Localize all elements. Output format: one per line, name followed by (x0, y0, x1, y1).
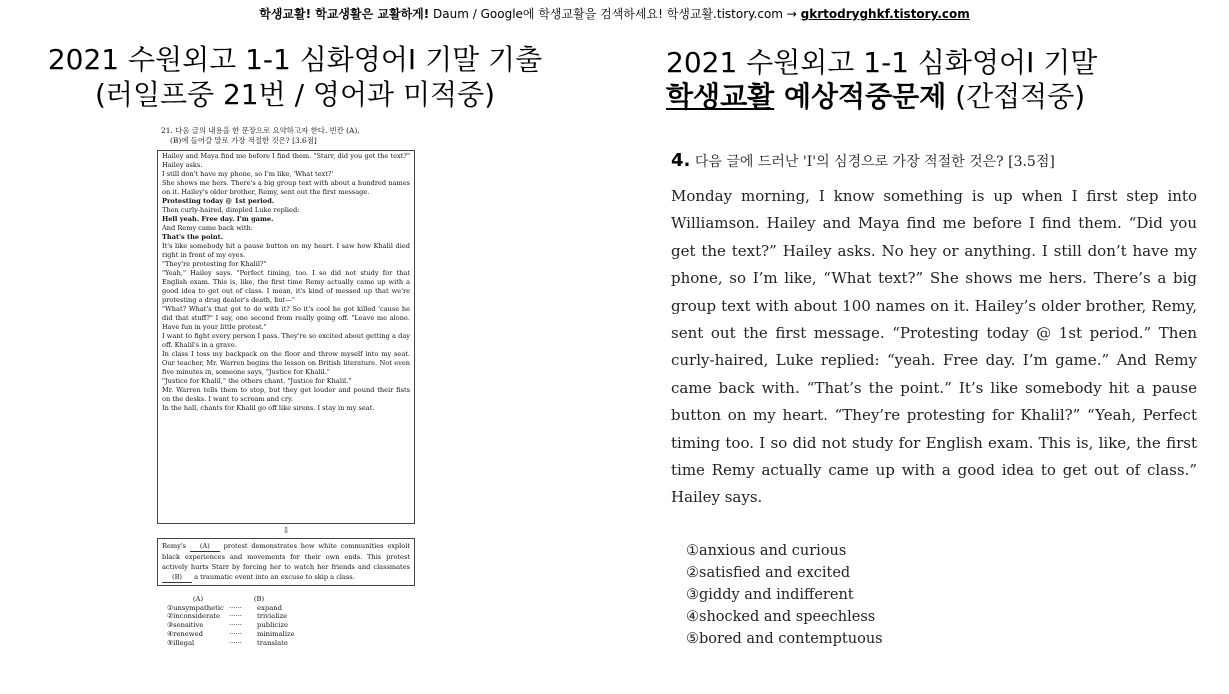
answer-choices (686, 540, 883, 650)
answer-choice-2: ②satisfied and excited (686, 565, 851, 581)
exam-passage-paragraph: That's the point. (162, 233, 224, 241)
banner-url-link[interactable]: gkrtodryghkf.tistory.com (800, 7, 970, 21)
exam-summary-box (157, 538, 415, 586)
option-dots: ······ (229, 603, 242, 612)
down-arrow-icon: ⇩ (282, 526, 290, 535)
exam-passage-paragraph: Protesting today @ 1st period. (162, 197, 275, 205)
left-title-line2: (러일프중 21번 / 영어과 미적중) (94, 78, 496, 111)
option-dots: ······ (229, 629, 242, 638)
answer-choice-1: ①anxious and curious (686, 543, 847, 559)
predicted-question-stem (671, 150, 1197, 171)
exam-option-1 (167, 604, 415, 613)
right-title-line1: 2021 수원외고 1-1 심화영어I 기말 (666, 46, 1098, 79)
indirect-hit-label: (간접적중) (946, 80, 1086, 113)
exam-question-line2: (B)에 들어갈 말로 가장 적절한 것은? [3.6점] (170, 136, 317, 145)
site-banner (0, 5, 1229, 22)
exam-passage-box (157, 150, 415, 524)
exam-options (167, 595, 415, 647)
answer-choice-3: ③giddy and indifferent (686, 587, 854, 603)
exam-passage-paragraph: "They're protesting for Khalil?" (162, 260, 267, 268)
exam-passage-paragraph: She shows me hers. There's a big group text with about a hundred names on it. Hailey's older brother, Remy, sent out the first message. (162, 179, 410, 196)
right-title (666, 46, 1186, 114)
summary-text: a traumatic event into an excuse to skip a class. (192, 573, 355, 581)
options-header (167, 595, 415, 604)
exam-passage-paragraph: "Justice for Khalil," the others chant. "Justice for Khalil." (162, 377, 352, 385)
option-a: ③sensitive (167, 621, 204, 630)
option-b: expand (257, 603, 282, 612)
question-number: 4. (671, 150, 691, 171)
exam-passage-paragraph: Then curly-haired, dimpled Luke replied: (162, 206, 300, 214)
exam-option-3 (167, 621, 415, 630)
summary-text: protest demonstrates how white communities exploit black experiences and movements for their own ends. This protest actively hurts Starr by forcing her to watch her friends and classmates (162, 542, 410, 571)
options-header-a: (A) (192, 595, 204, 603)
exam-passage-paragraph: Hailey and Maya find me before I find them. "Starr, did you get the text?" Hailey asks. (162, 152, 410, 169)
summary-text: Remy's (162, 542, 190, 550)
left-title-line1: 2021 수원외고 1-1 심화영어I 기말 기출 (47, 43, 543, 76)
exam-passage-paragraph: Hell yeah. Free day. I'm game. (162, 215, 274, 223)
exam-option-2 (167, 612, 415, 621)
exam-passage-paragraph: I want to fight every person I pass. They're so excited about getting a day off. Khalil's in a grave. (162, 332, 410, 349)
option-dots: ······ (229, 621, 242, 630)
exam-option-4 (167, 630, 415, 639)
option-a: ⑤illegal (167, 638, 195, 647)
blank-a: (A) (190, 541, 220, 552)
exam-passage-paragraph: It's like somebody hit a pause button on my heart. I saw how Khalil died right in front of my eyes. (162, 242, 410, 259)
left-title (0, 42, 590, 112)
predicted-passage: Monday morning, I know something is up when I first step into Williamson. Hailey and Maya find me before I find them. “Did you get the text?” Hailey asks. No hey or anything. I still don’t have my phone, so I’m like, “What text?” She shows me hers. There’s a big group text with about 100 names on it. Hailey’s older brother, Remy, sent out the first message. “Protesting today @ 1st period.” Then curly-haired, Luke replied: “yeah. Free day. I’m game.” And Remy came back with. “That’s the point.” It’s like somebody hit a pause button on my heart. “They’re protesting for Khalil?” “Yeah, Perfect timing too. I so did not study for English exam. This is, like, the first time Remy actually came up with a good idea to get out of class.” Hailey says. (671, 187, 1197, 507)
scanned-exam-question (157, 126, 415, 647)
exam-passage-paragraph: In the hall, chants for Khalil go off like sirens. I stay in my seat. (162, 404, 375, 412)
exam-passage-paragraph: "Yeah," Hailey says. "Perfect timing, too. I so did not study for that English exam. This is, like, the first time Remy actually came up with a good idea to get out of class. I mean, it's kind of messed up that we're protesting a drug dealer's death, but—" (162, 269, 410, 304)
exam-option-5 (167, 639, 415, 648)
exam-passage-paragraph: "What? What's that got to do with it? So it's cool he got killed 'cause he did that stuff?" I say, one second from really going off. "Leave me alone. Have fun in your little protest." (162, 305, 410, 331)
brand-name: 학생교활 (666, 80, 775, 113)
options-header-b: (B) (253, 595, 265, 603)
option-a: ②inconsiderate (167, 612, 221, 621)
option-b: translate (257, 638, 288, 647)
exam-passage-paragraph: In class I toss my backpack on the floor and throw myself into my seat. Our teacher, Mr. Warren begins the lesson on British literature. Not even five minutes in, someone says, "Justice for Khalil." (162, 350, 410, 376)
option-a: ④renewed (167, 629, 203, 638)
right-title-line2 (666, 80, 1186, 114)
exam-passage-paragraph: I still don't have my phone, so I'm like, 'What text?' (162, 170, 334, 178)
option-b: trivialize (257, 612, 288, 621)
banner-text: Daum / Google에 학생교활을 검색하세요! 학생교활.tistory.com → (429, 7, 801, 21)
exam-question-header (161, 126, 415, 146)
exam-question-line1: 21. 다음 글의 내용을 한 문장으로 요약하고자 한다. 빈칸 (A), (161, 126, 360, 135)
banner-slogan: 학생교활! 학교생활은 교활하게! (259, 7, 430, 21)
option-dots: ······ (229, 638, 242, 647)
answer-choice-4: ④shocked and speechless (686, 609, 876, 625)
option-b: minimalize (257, 629, 295, 638)
blank-b: (B) (162, 572, 192, 583)
option-dots: ······ (229, 612, 242, 621)
option-a: ①unsympathetic (167, 603, 224, 612)
question-text: 다음 글에 드러난 'I'의 심경으로 가장 적절한 것은? [3.5점] (690, 154, 1055, 170)
predicted-label: 예상적중문제 (774, 80, 947, 113)
answer-choice-5: ⑤bored and contemptuous (686, 631, 883, 647)
exam-passage-paragraph: Mr. Warren tells them to stop, but they get louder and pound their fists on the desks. I want to scream and cry. (162, 386, 410, 403)
option-b: publicize (257, 621, 289, 630)
exam-passage-paragraph: And Remy came back with: (162, 224, 253, 232)
